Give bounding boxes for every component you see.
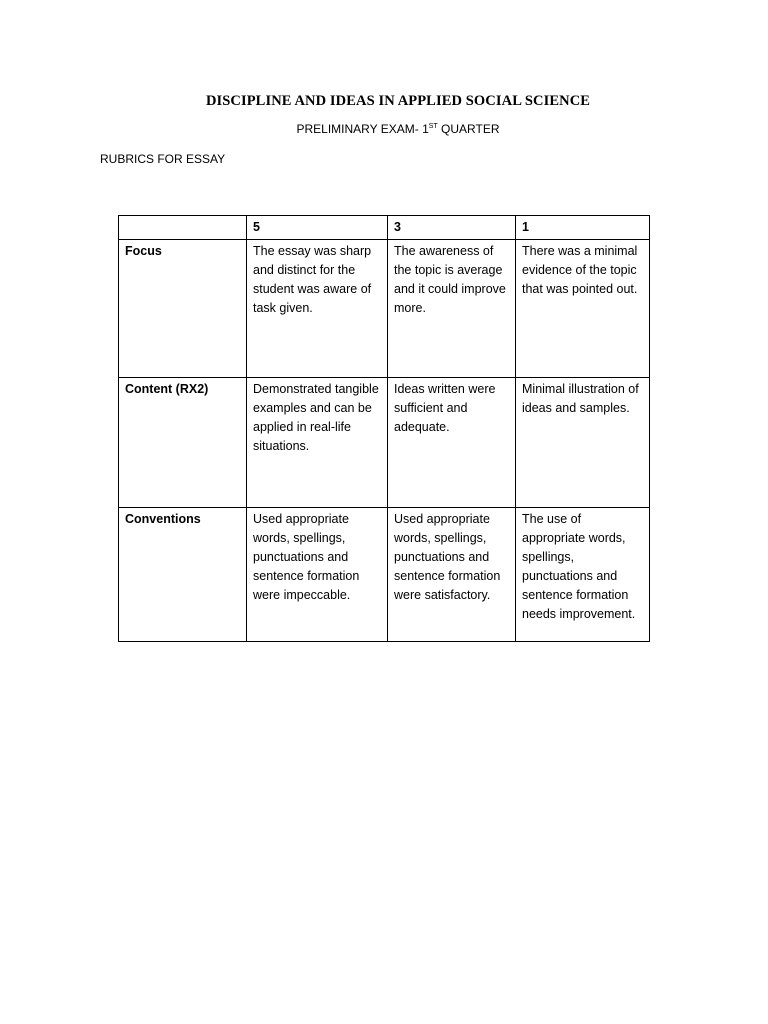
descriptor-score-3: Used appropriate words, spellings, punctuations and sentence formation were satisfactory.: [388, 508, 516, 642]
subtitle-suffix: QUARTER: [437, 122, 500, 136]
subtitle-prefix: PRELIMINARY EXAM- 1: [296, 122, 429, 136]
document-subtitle: [0, 122, 768, 136]
descriptor-score-1: The use of appropriate words, spellings, punctuations and sentence formation needs improvement.: [516, 508, 650, 642]
descriptor-score-5: Used appropriate words, spellings, punctuations and sentence formation were impeccable.: [247, 508, 388, 642]
descriptor-score-1: Minimal illustration of ideas and samples.: [516, 378, 650, 508]
descriptor-score-5: The essay was sharp and distinct for the student was aware of task given.: [247, 240, 388, 378]
criterion-label: Content (RX2): [119, 378, 247, 508]
rubric-row-content: [119, 378, 650, 508]
descriptor-score-1: There was a minimal evidence of the topic that was pointed out.: [516, 240, 650, 378]
rubric-header-row: [119, 216, 650, 240]
descriptor-score-3: The awareness of the topic is average and it could improve more.: [388, 240, 516, 378]
rubric-row-focus: [119, 240, 650, 378]
header-cell-score-5: 5: [247, 216, 388, 240]
rubric-table: [118, 215, 650, 642]
document-title: DISCIPLINE AND IDEAS IN APPLIED SOCIAL SCIENCE: [205, 93, 591, 109]
header-cell-blank: [119, 216, 247, 240]
criterion-label: Focus: [119, 240, 247, 378]
descriptor-score-3: Ideas written were sufficient and adequate.: [388, 378, 516, 508]
header-cell-score-3: 3: [388, 216, 516, 240]
rubric-row-conventions: [119, 508, 650, 642]
header-cell-score-1: 1: [516, 216, 650, 240]
descriptor-score-5: Demonstrated tangible examples and can be applied in real-life situations.: [247, 378, 388, 508]
section-label: RUBRICS FOR ESSAY: [100, 152, 226, 166]
criterion-label: Conventions: [119, 508, 247, 642]
subtitle-superscript: ST: [428, 123, 438, 130]
